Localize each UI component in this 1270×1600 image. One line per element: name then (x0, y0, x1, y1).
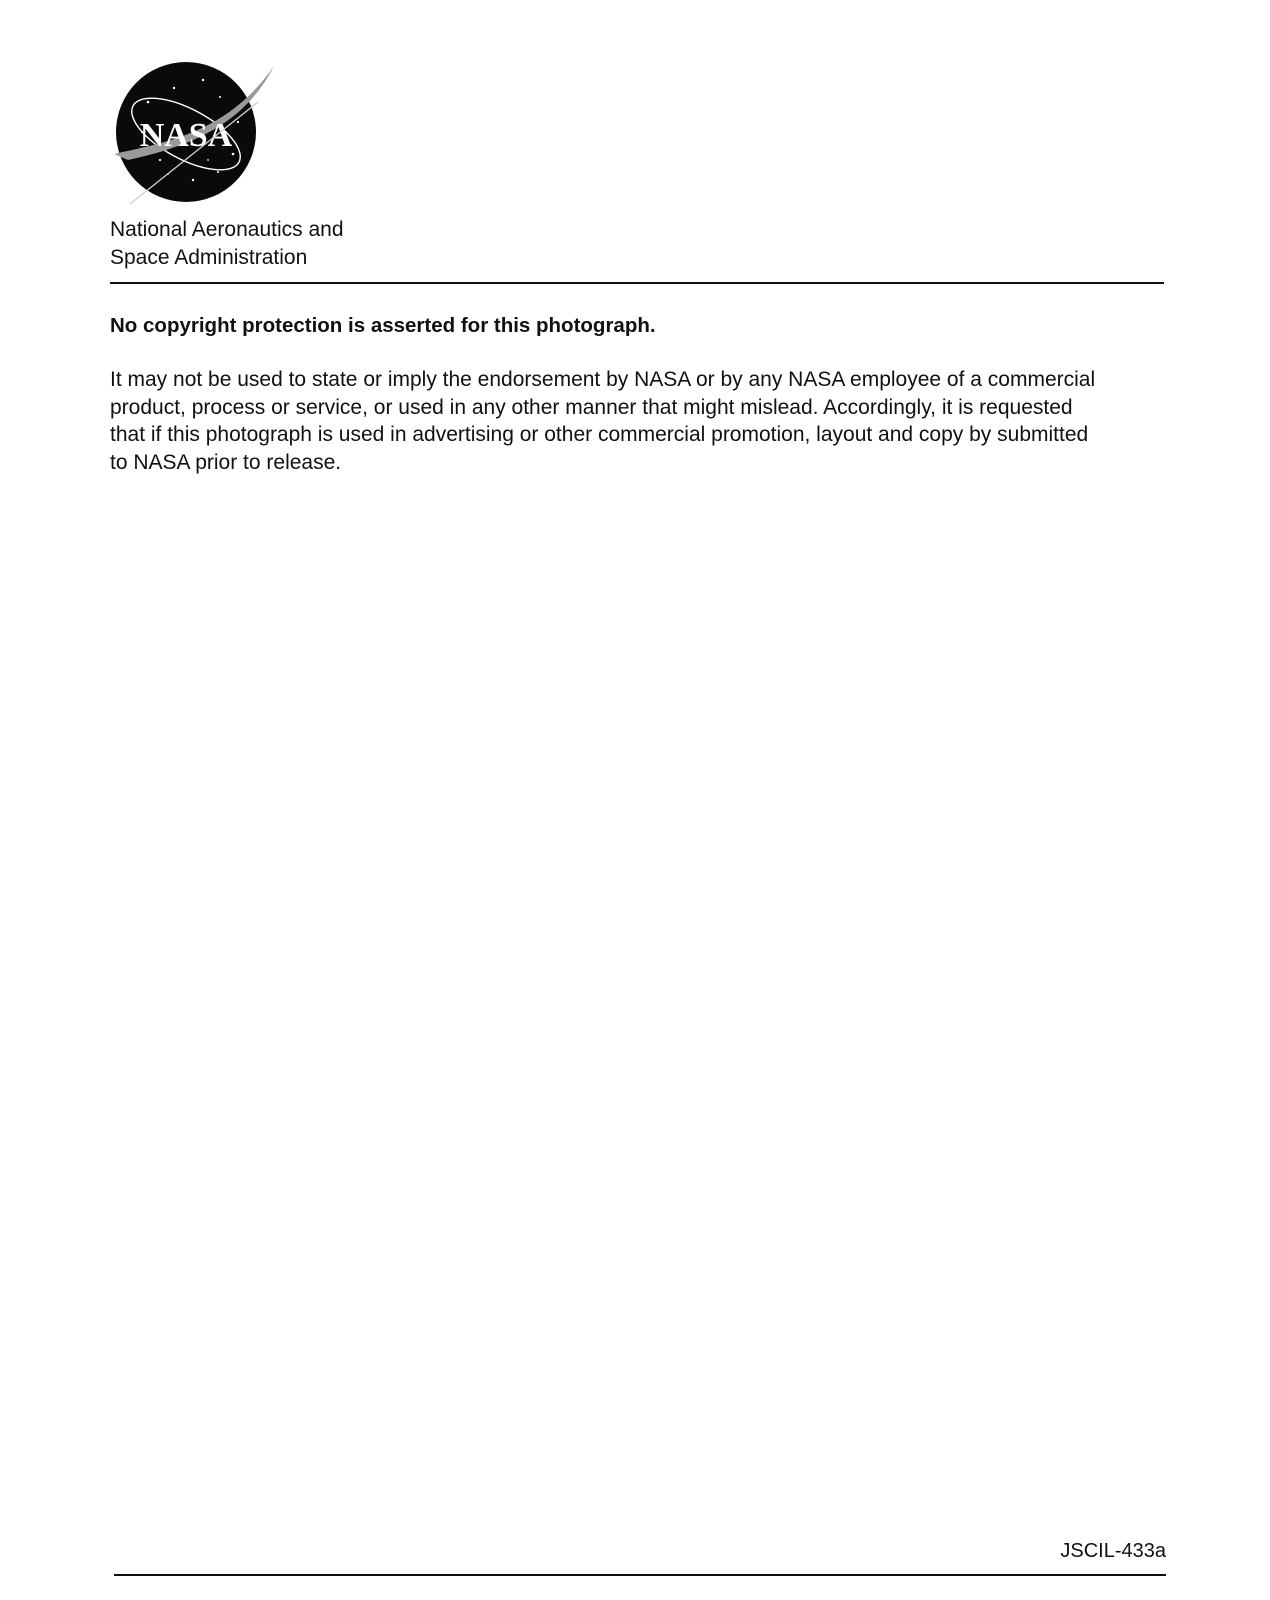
notice-line: product, process or service, or used in any other manner that might mislead. Accordingly, it is requested (110, 395, 1073, 419)
logo-lettering: NASA (139, 117, 233, 154)
notice-line: that if this photograph is used in advertising or other commercial promotion, layout and copy by submitted (110, 423, 1089, 446)
notice-line: to NASA prior to release. (110, 450, 342, 474)
footer-divider (114, 1574, 1166, 1576)
copyright-heading: No copyright protection is asserted for this photograph. (110, 314, 656, 337)
agency-name (110, 216, 344, 272)
copyright-notice-body (110, 366, 1170, 476)
form-code: JSCIL-433a (1060, 1540, 1166, 1562)
header-divider (110, 282, 1164, 284)
agency-name-line-2: Space Administration (110, 246, 308, 269)
notice-line: It may not be used to state or imply the endorsement by NASA or by any NASA employee of a commercial (110, 368, 1096, 391)
agency-name-line-1: National Aeronautics and (110, 218, 344, 241)
nasa-meatball-icon (108, 62, 288, 207)
nasa-logo (108, 62, 288, 207)
